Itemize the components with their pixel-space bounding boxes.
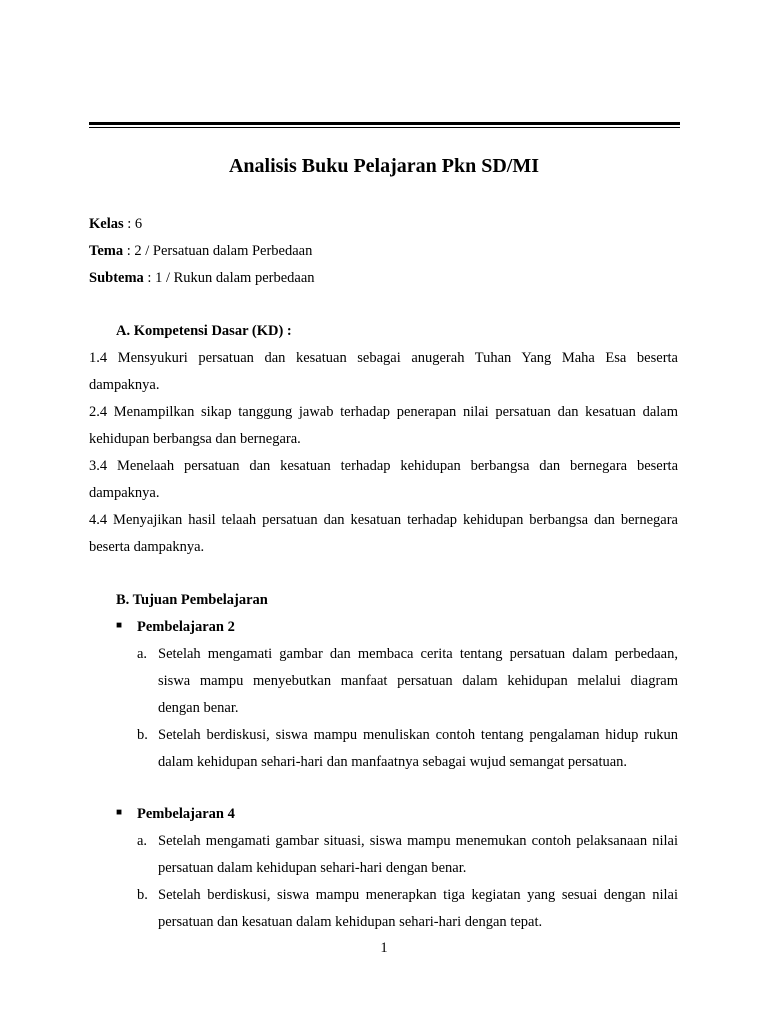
item-line: Setelah berdiskusi, siswa mampu menuliskan contoh tentang pengalaman hidup rukun (158, 727, 678, 743)
kd-item-line: dampaknya. (89, 485, 160, 501)
item-line: persatuan dalam kehidupan sehari-hari dengan benar. (158, 860, 467, 876)
section-b-heading: B. Tujuan Pembelajaran (116, 592, 268, 608)
section-a-heading: A. Kompetensi Dasar (KD) : (116, 323, 292, 339)
kd-item-line: 4.4 Menyajikan hasil telaah persatuan dan kesatuan terhadap kehidupan berbangsa dan bernegara (89, 512, 678, 528)
meta-value: 6 (134, 216, 143, 232)
meta-label: Subtema (89, 270, 144, 286)
meta-value: 2 / Persatuan dalam Perbedaan (134, 243, 313, 259)
kd-item-line: beserta dampaknya. (89, 539, 205, 555)
item-line: persatuan dan kesatuan dalam kehidupan sehari-hari dengan tepat. (158, 914, 543, 930)
meta-subtema (89, 265, 315, 292)
item-line: dengan benar. (158, 700, 239, 716)
page-number: 1 (380, 940, 388, 956)
meta-tema (89, 238, 312, 265)
meta-value: 1 / Rukun dalam perbedaan (155, 270, 315, 286)
group-title: Pembelajaran 4 (137, 806, 235, 822)
group-title: Pembelajaran 2 (137, 619, 235, 635)
meta-sep: : (123, 243, 135, 259)
meta-kelas (89, 211, 142, 238)
meta-label: Tema (89, 243, 124, 259)
kd-item-line: 2.4 Menampilkan sikap tanggung jawab terhadap penerapan nilai persatuan dan kesatuan dalam (89, 404, 678, 420)
document-title: Analisis Buku Pelajaran Pkn SD/MI (228, 155, 540, 177)
item-mark: a. (137, 833, 148, 849)
kd-item-line: 3.4 Menelaah persatuan dan kesatuan terhadap kehidupan berbangsa dan bernegara beserta (89, 458, 678, 474)
item-mark: a. (137, 646, 148, 662)
meta-label: Kelas (89, 216, 124, 232)
header-rule-thick (89, 122, 680, 125)
item-mark: b. (137, 727, 148, 743)
kd-item-line: dampaknya. (89, 377, 160, 393)
item-line: siswa mampu menyebutkan manfaat persatuan dalam kehidupan melalui diagram (158, 673, 678, 689)
meta-sep: : (143, 270, 156, 286)
item-line: Setelah mengamati gambar dan membaca cerita tentang persatuan dalam perbedaan, (158, 646, 678, 662)
item-line: Setelah mengamati gambar situasi, siswa mampu menemukan contoh pelaksanaan nilai (158, 833, 678, 849)
item-line: dalam kehidupan sehari-hari dan manfaatnya sebagai wujud semangat persatuan. (158, 754, 628, 770)
square-bullet-icon: ■ (116, 620, 123, 631)
meta-sep: : (123, 216, 135, 232)
square-bullet-icon: ■ (116, 807, 123, 818)
kd-item-line: kehidupan berbangsa dan bernegara. (89, 431, 301, 447)
item-mark: b. (137, 887, 148, 903)
item-line: Setelah berdiskusi, siswa mampu menerapkan tiga kegiatan yang sesuai dengan nilai (158, 887, 678, 903)
header-rule-thin (89, 127, 680, 128)
kd-item-line: 1.4 Mensyukuri persatuan dan kesatuan sebagai anugerah Tuhan Yang Maha Esa beserta (89, 350, 678, 366)
